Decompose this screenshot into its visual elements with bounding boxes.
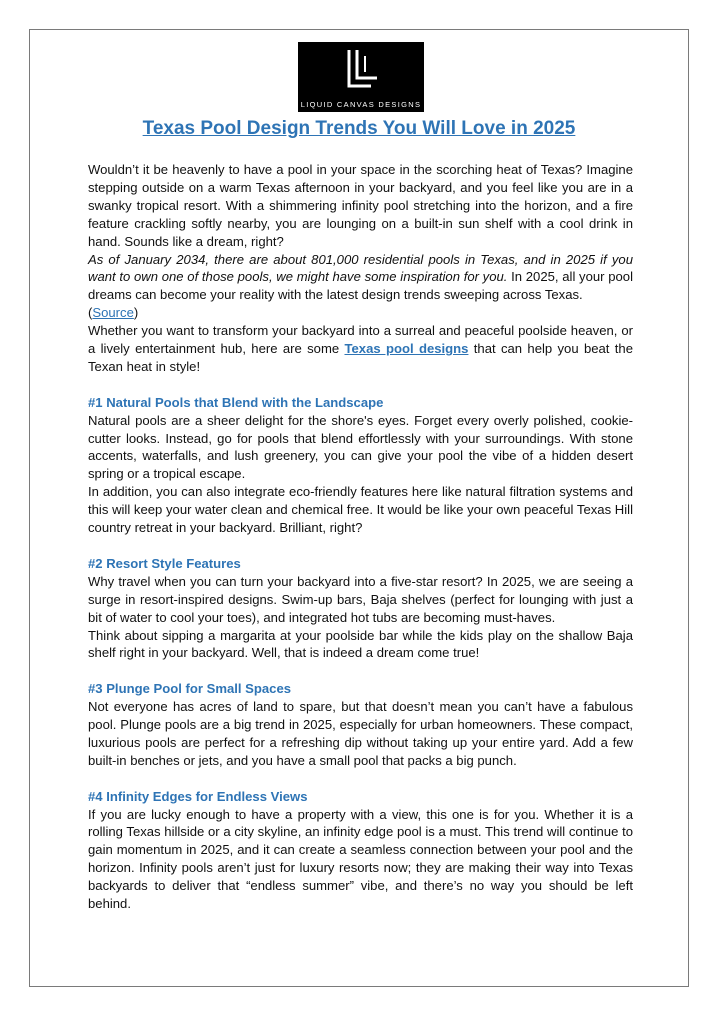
spacer — [88, 376, 633, 394]
intro-statistic-paragraph — [88, 251, 633, 305]
brand-logo — [298, 42, 424, 112]
texas-pool-designs-link[interactable]: Texas pool designs — [344, 341, 469, 357]
section-paragraph: Not everyone has acres of land to spare, but that doesn’t mean you can’t have a fabulous pool. Plunge pools are a big trend in 2025, especially for urban homeowners. These compact, luxurious pools are perfect for a refreshing dip without taking up your entire yard. Add a few built-in benches or jets, and you have a small pool that packs a big punch. — [88, 699, 633, 768]
spacer — [88, 537, 633, 555]
source-paren-open: ( — [88, 305, 93, 321]
section-paragraph: In addition, you can also integrate eco-friendly features here like natural filtration systems and this will keep your water clean and chemical free. It would be like your own peaceful Texas Hill country retreat in your backyard. Brilliant, right? — [88, 484, 633, 536]
closing-text-after: that can help you beat the Texan heat in style! — [88, 341, 633, 374]
intro-closing-paragraph — [88, 322, 633, 376]
source-line — [88, 304, 633, 322]
document-page — [29, 29, 689, 987]
statistic-followup: In 2025, all your pool dreams can become your reality with the latest design trends sweeping across Texas. — [88, 269, 633, 303]
article-body — [88, 161, 633, 913]
source-link[interactable]: Source — [92, 305, 134, 321]
section-paragraph: Natural pools are a sheer delight for the shore's eyes. Forget every overly polished, cookie-cutter looks. Instead, go for pools that blend effortlessly with your surroundings. With stone accents, waterfalls, and lush greenery, you can give your pool the vibe of a hidden desert spring or a tropical escape. — [88, 412, 633, 482]
lc-monogram-icon — [341, 48, 381, 94]
section-heading-infinity-edges: #4 Infinity Edges for Endless Views — [88, 788, 308, 804]
section-paragraph: If you are lucky enough to have a property with a view, this one is for you. Whether it is a rolling Texas hillside or a city skyline, an infinity edge pool is a must. This trend will continue to gain momentum in 2025, and it can create a seamless connection between your pool and the horizon. Infinity pools aren’t just for luxury resorts now; they are making their way into Texas backyards to deliver that “endless summer” vibe, and there’s no way you should be left behind. — [88, 806, 633, 912]
brand-logo-text: LIQUID CANVAS DESIGNS — [300, 100, 422, 109]
spacer — [88, 662, 633, 680]
section-heading-resort-style: #2 Resort Style Features — [88, 555, 241, 571]
section-heading-plunge-pool: #3 Plunge Pool for Small Spaces — [88, 681, 292, 697]
source-paren-close: ) — [133, 305, 139, 321]
intro-paragraph: Wouldn’t it be heavenly to have a pool in your space in the scorching heat of Texas? Imagine stepping outside on a warm Texas afternoon in your backyard, and you feel like you are in a swanky tropical resort. With a shimmering infinity pool stretching into the horizon, and a fire feature crackling softly nearby, you are lounging on a built-in sun shelf with a cool drink in hand. Sounds like a dream, right? — [88, 162, 633, 249]
statistic-text: As of January 2034, there are about 801,000 residential pools in Texas, and in 2025 if you want to own one of those pools, we might have some inspiration for you. — [88, 251, 633, 285]
spacer — [88, 770, 633, 788]
section-paragraph: Why travel when you can turn your backyard into a five-star resort? In 2025, we are seeing a surge in resort-inspired designs. Swim-up bars, Baja shelves (perfect for lounging with just a bit of water to cool your toes), and integrated hot tubs are becoming must-haves. — [88, 573, 633, 625]
page-title: Texas Pool Design Trends You Will Love in 2025 — [142, 118, 576, 139]
section-paragraph: Think about sipping a margarita at your poolside bar while the kids play on the shallow Baja shelf right in your backyard. Well, that is indeed a dream come true! — [88, 627, 633, 661]
closing-text-before: Whether you want to transform your backyard into a surreal and peaceful poolside heaven, or a lively entertainment hub, here are some — [88, 323, 633, 357]
section-heading-natural-pools: #1 Natural Pools that Blend with the Landscape — [88, 394, 384, 410]
